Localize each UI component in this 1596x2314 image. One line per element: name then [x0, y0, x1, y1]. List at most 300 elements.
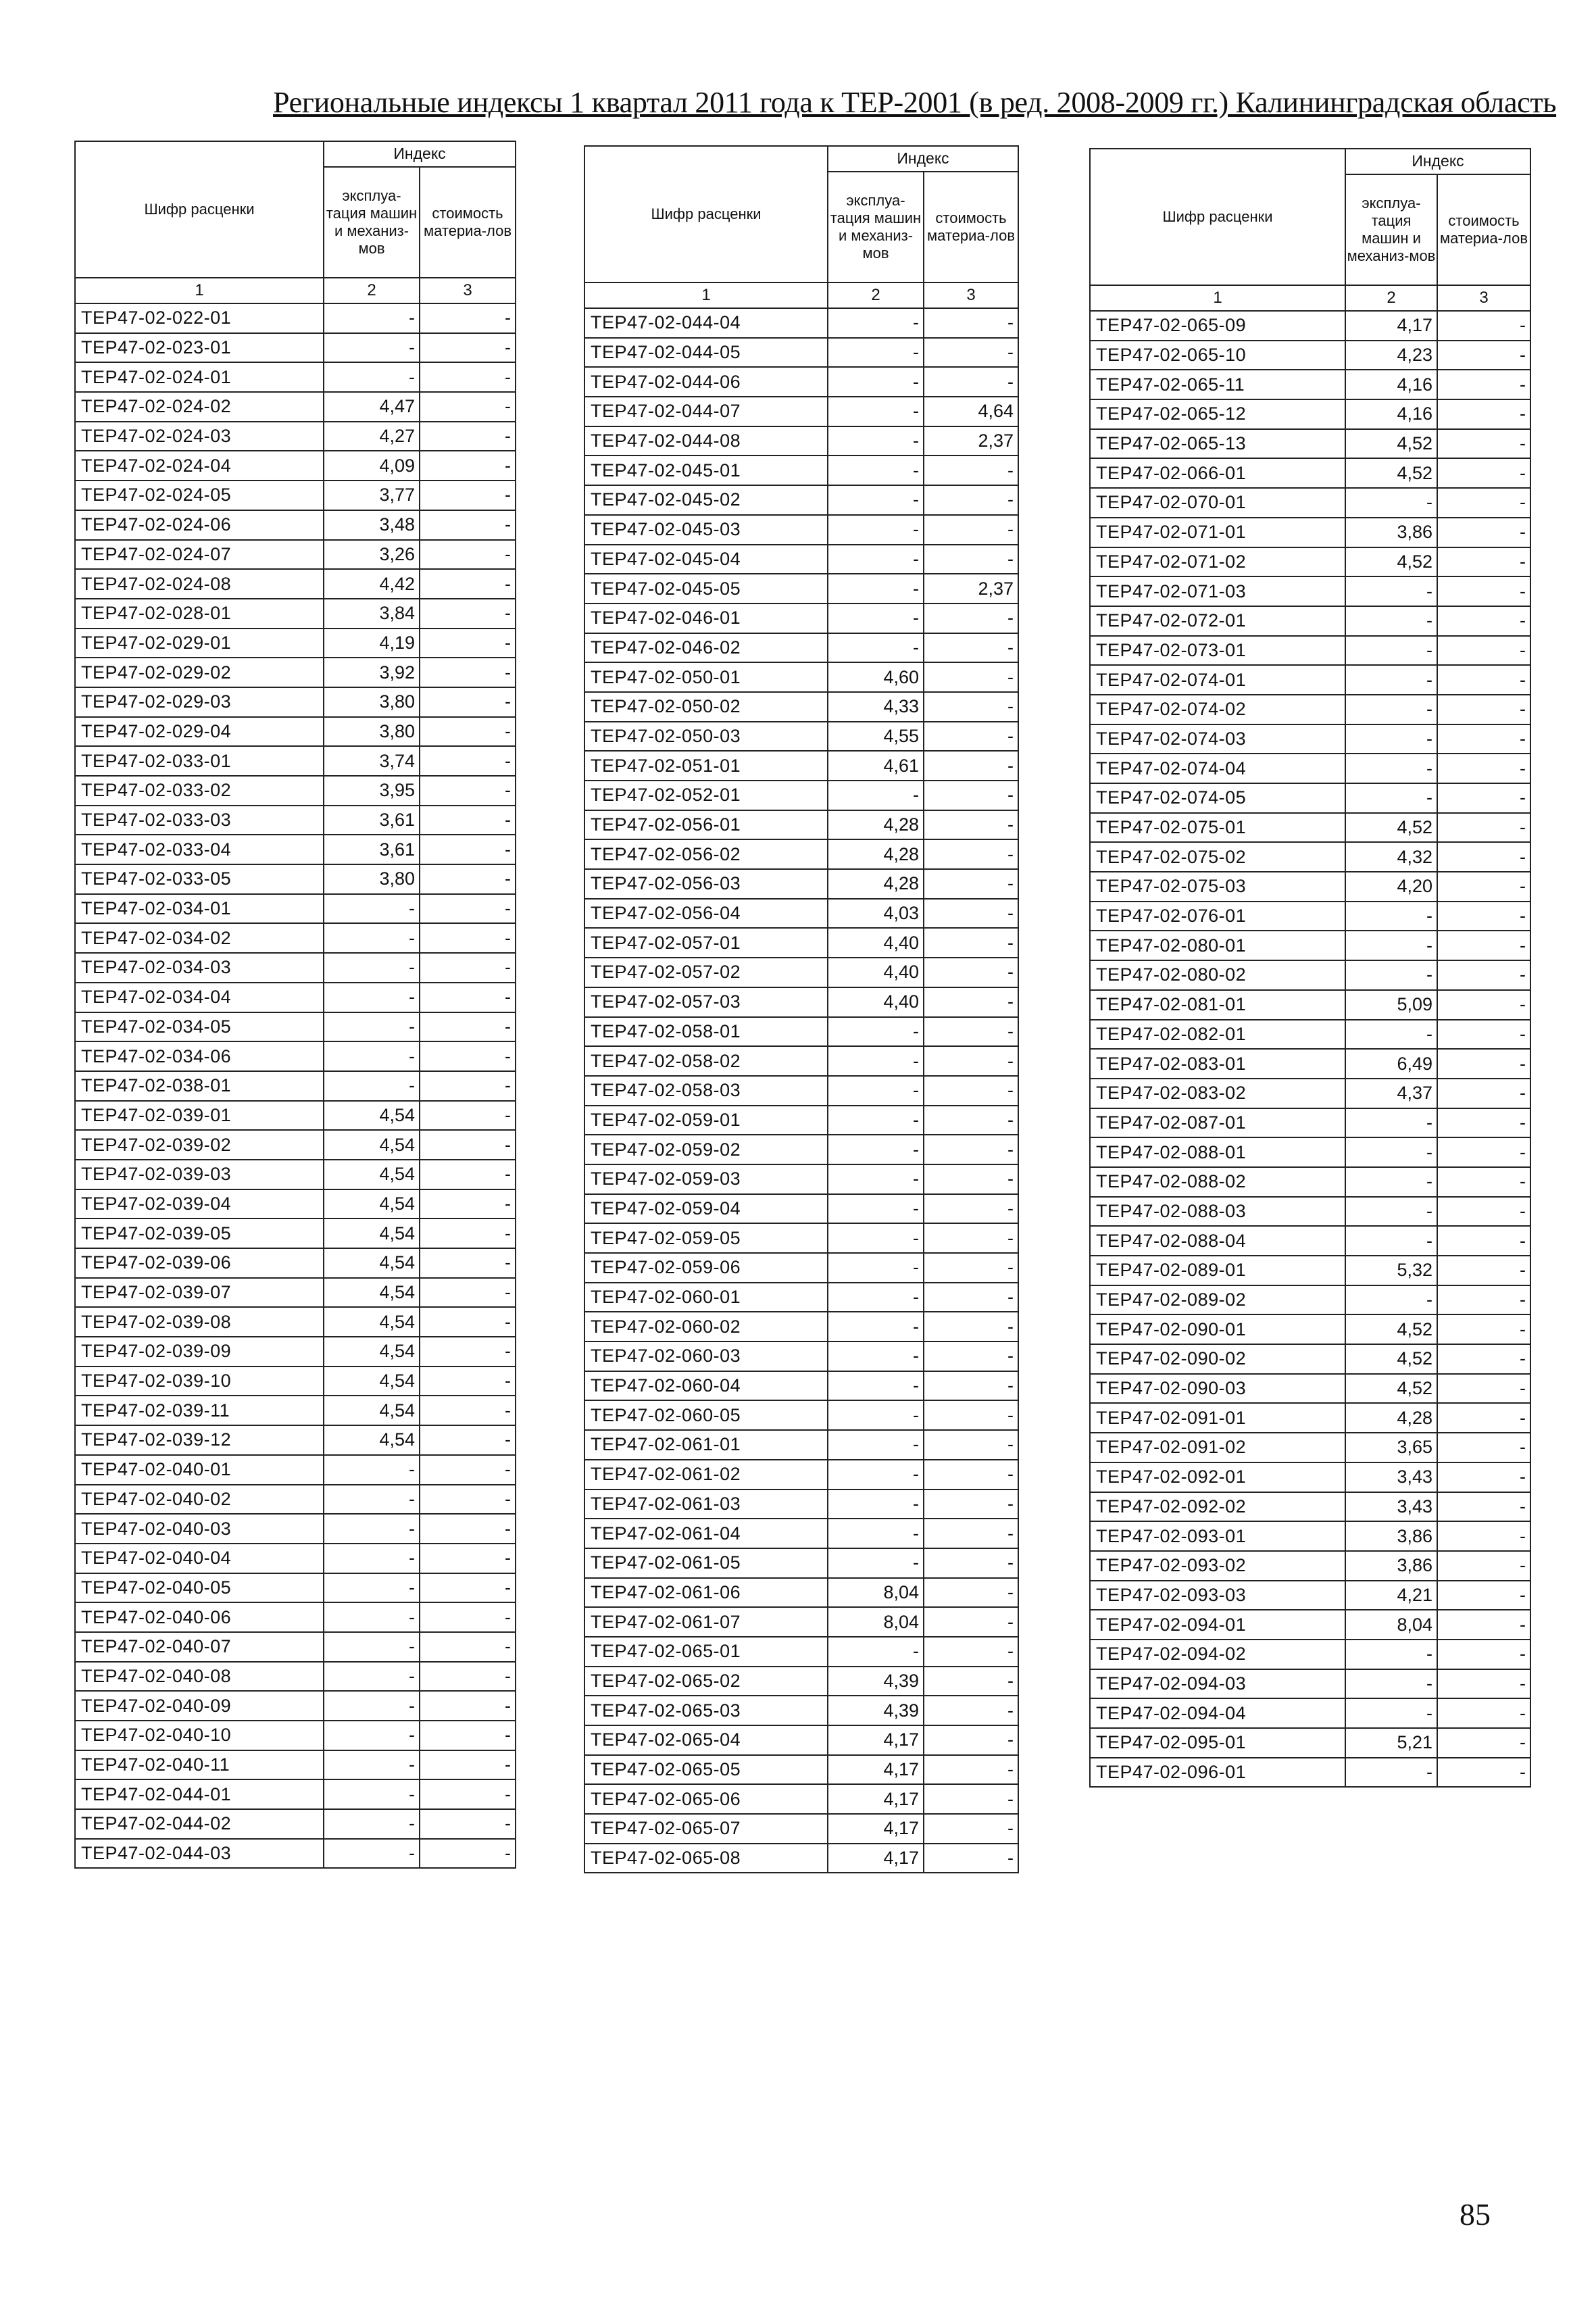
table-row: [1090, 1226, 1530, 1256]
rate-code-cell: ТЕР47-02-034-01: [75, 894, 324, 924]
materials-index-cell: -: [420, 1367, 516, 1396]
materials-index-cell: -: [1437, 606, 1530, 636]
machines-index-cell: 3,65: [1345, 1433, 1437, 1462]
table-row: [75, 1514, 516, 1544]
column-number: 2: [1345, 285, 1437, 311]
materials-index-cell: -: [924, 1253, 1018, 1283]
table-row: [584, 1164, 1018, 1194]
materials-index-cell: -: [1437, 1020, 1530, 1050]
table-row: [584, 485, 1018, 515]
machines-index-cell: -: [828, 308, 924, 338]
table-row: [75, 1691, 516, 1721]
table-row: [75, 569, 516, 599]
machines-index-cell: 4,61: [828, 751, 924, 781]
table-row: [75, 1041, 516, 1071]
rate-code-cell: ТЕР47-02-033-03: [75, 806, 324, 835]
machines-index-cell: -: [1345, 902, 1437, 931]
machines-index-cell: -: [1345, 1758, 1437, 1788]
table-row: [1090, 842, 1530, 872]
machines-index-cell: 8,04: [828, 1578, 924, 1608]
table-row: [1090, 695, 1530, 724]
table-row: [1090, 341, 1530, 370]
table-row: [75, 864, 516, 894]
rate-code-cell: ТЕР47-02-039-05: [75, 1218, 324, 1248]
machines-index-cell: 4,40: [828, 958, 924, 987]
machines-index-cell: 4,17: [828, 1844, 924, 1873]
table-row: [75, 303, 516, 333]
machines-index-cell: 3,84: [324, 599, 420, 629]
materials-index-cell: -: [924, 1164, 1018, 1194]
table-row: [75, 1101, 516, 1131]
machines-index-cell: -: [324, 303, 420, 333]
machines-index-cell: 5,09: [1345, 990, 1437, 1020]
table-row: [584, 574, 1018, 604]
rate-code-cell: ТЕР47-02-034-04: [75, 983, 324, 1012]
header-materials: стоимость материа-лов: [1437, 174, 1530, 285]
rate-code-cell: ТЕР47-02-057-03: [584, 987, 828, 1017]
table-row: [584, 722, 1018, 752]
materials-index-cell: -: [420, 1839, 516, 1869]
table-row: [75, 510, 516, 540]
materials-index-cell: -: [420, 1218, 516, 1248]
materials-index-cell: -: [420, 1248, 516, 1278]
table-row: [584, 1784, 1018, 1814]
rate-code-cell: ТЕР47-02-073-01: [1090, 636, 1345, 666]
materials-index-cell: -: [924, 1755, 1018, 1785]
machines-index-cell: -: [828, 1046, 924, 1076]
machines-index-cell: -: [828, 781, 924, 810]
machines-index-cell: 3,43: [1345, 1462, 1437, 1492]
materials-index-cell: -: [420, 894, 516, 924]
machines-index-cell: 5,32: [1345, 1256, 1437, 1285]
table-row: [584, 1312, 1018, 1341]
materials-index-cell: -: [1437, 1728, 1530, 1758]
materials-index-cell: -: [924, 1460, 1018, 1490]
materials-index-cell: -: [1437, 1197, 1530, 1227]
materials-index-cell: -: [924, 1725, 1018, 1755]
materials-index-cell: -: [924, 987, 1018, 1017]
materials-index-cell: -: [924, 1607, 1018, 1637]
machines-index-cell: 4,60: [828, 662, 924, 692]
table-row: [584, 839, 1018, 869]
table-row: [584, 751, 1018, 781]
rate-code-cell: ТЕР47-02-090-02: [1090, 1344, 1345, 1374]
table-row: [584, 1223, 1018, 1253]
rate-code-cell: ТЕР47-02-045-01: [584, 456, 828, 485]
column-number: 1: [75, 278, 324, 303]
machines-index-cell: 4,52: [1345, 1314, 1437, 1344]
rate-code-cell: ТЕР47-02-024-04: [75, 451, 324, 481]
materials-index-cell: -: [1437, 311, 1530, 341]
materials-index-cell: -: [924, 604, 1018, 633]
materials-index-cell: 2,37: [924, 574, 1018, 604]
table-row: [584, 662, 1018, 692]
machines-index-cell: 4,33: [828, 692, 924, 722]
table-row: [75, 1337, 516, 1367]
rate-code-cell: ТЕР47-02-024-02: [75, 392, 324, 422]
rate-code-cell: ТЕР47-02-039-08: [75, 1307, 324, 1337]
rate-code-cell: ТЕР47-02-050-02: [584, 692, 828, 722]
table-row: [75, 392, 516, 422]
table-row: [1090, 783, 1530, 813]
rate-code-cell: ТЕР47-02-023-01: [75, 333, 324, 363]
materials-index-cell: -: [420, 1691, 516, 1721]
machines-index-cell: 4,16: [1345, 370, 1437, 399]
table-row: [75, 1544, 516, 1573]
table-row: [1090, 960, 1530, 990]
machines-index-cell: -: [828, 367, 924, 397]
column-number: 1: [1090, 285, 1345, 311]
table-row: [75, 481, 516, 510]
materials-index-cell: -: [420, 392, 516, 422]
materials-index-cell: -: [420, 1514, 516, 1544]
rate-code-cell: ТЕР47-02-071-03: [1090, 576, 1345, 606]
rate-code-cell: ТЕР47-02-039-06: [75, 1248, 324, 1278]
table-row: [584, 338, 1018, 368]
machines-index-cell: -: [1345, 576, 1437, 606]
table-row: [584, 899, 1018, 929]
rate-code-cell: ТЕР47-02-033-05: [75, 864, 324, 894]
rate-code-cell: ТЕР47-02-060-03: [584, 1341, 828, 1371]
table-row: [75, 1367, 516, 1396]
table-row: [1090, 754, 1530, 783]
materials-index-cell: -: [420, 717, 516, 747]
machines-index-cell: 4,54: [324, 1396, 420, 1425]
machines-index-cell: -: [828, 1341, 924, 1371]
table-row: [75, 1662, 516, 1692]
materials-index-cell: -: [420, 1101, 516, 1131]
machines-index-cell: -: [324, 362, 420, 392]
rate-code-cell: ТЕР47-02-095-01: [1090, 1728, 1345, 1758]
machines-index-cell: 3,95: [324, 776, 420, 806]
table-row: [584, 1341, 1018, 1371]
machines-index-cell: 4,17: [1345, 311, 1437, 341]
table-body: [1090, 311, 1530, 1787]
table-row: [75, 1396, 516, 1425]
table-row: [584, 1400, 1018, 1430]
table-row: [1090, 1433, 1530, 1462]
machines-index-cell: 4,54: [324, 1130, 420, 1160]
table-row: [584, 1076, 1018, 1106]
table-row: [75, 1012, 516, 1042]
table-row: [1090, 813, 1530, 843]
table-row: [1090, 1640, 1530, 1669]
table-row: [584, 1548, 1018, 1578]
rate-code-cell: ТЕР47-02-056-01: [584, 810, 828, 840]
rate-code-cell: ТЕР47-02-039-03: [75, 1160, 324, 1189]
index-table-1: [74, 141, 516, 1869]
table-row: [75, 599, 516, 629]
materials-index-cell: -: [924, 515, 1018, 545]
materials-index-cell: -: [420, 776, 516, 806]
materials-index-cell: -: [420, 1012, 516, 1042]
materials-index-cell: -: [1437, 399, 1530, 429]
rate-code-cell: ТЕР47-02-056-04: [584, 899, 828, 929]
rate-code-cell: ТЕР47-02-033-04: [75, 835, 324, 864]
table-row: [584, 1135, 1018, 1164]
rate-code-cell: ТЕР47-02-092-02: [1090, 1492, 1345, 1522]
rate-code-cell: ТЕР47-02-039-02: [75, 1130, 324, 1160]
rate-code-cell: ТЕР47-02-061-03: [584, 1490, 828, 1519]
machines-index-cell: 4,03: [828, 899, 924, 929]
machines-index-cell: -: [324, 1012, 420, 1042]
rate-code-cell: ТЕР47-02-040-10: [75, 1721, 324, 1750]
machines-index-cell: -: [828, 397, 924, 426]
table-row: [584, 1194, 1018, 1224]
machines-index-cell: 4,39: [828, 1667, 924, 1696]
rate-code-cell: ТЕР47-02-061-07: [584, 1607, 828, 1637]
rate-code-cell: ТЕР47-02-040-04: [75, 1544, 324, 1573]
table-row: [584, 1253, 1018, 1283]
table-row: [75, 746, 516, 776]
rate-code-cell: ТЕР47-02-074-03: [1090, 724, 1345, 754]
machines-index-cell: -: [1345, 1197, 1437, 1227]
machines-index-cell: 4,52: [1345, 1374, 1437, 1404]
machines-index-cell: -: [828, 1548, 924, 1578]
rate-code-cell: ТЕР47-02-050-01: [584, 662, 828, 692]
table-row: [1090, 1728, 1530, 1758]
rate-code-cell: ТЕР47-02-024-05: [75, 481, 324, 510]
machines-index-cell: -: [324, 1071, 420, 1101]
rate-code-cell: ТЕР47-02-034-06: [75, 1041, 324, 1071]
table-row: [75, 362, 516, 392]
machines-index-cell: 3,86: [1345, 1551, 1437, 1581]
header-machines: эксплуа-тация машин и механиз-мов: [324, 167, 420, 278]
machines-index-cell: 3,86: [1345, 1521, 1437, 1551]
rate-code-cell: ТЕР47-02-057-01: [584, 928, 828, 958]
table-row: [1090, 665, 1530, 695]
rate-code-cell: ТЕР47-02-093-03: [1090, 1581, 1345, 1610]
machines-index-cell: -: [1345, 1226, 1437, 1256]
materials-index-cell: -: [420, 1160, 516, 1189]
materials-index-cell: -: [1437, 1226, 1530, 1256]
machines-index-cell: -: [828, 1371, 924, 1401]
rate-code-cell: ТЕР47-02-028-01: [75, 599, 324, 629]
column-number: 3: [420, 278, 516, 303]
machines-index-cell: -: [324, 1691, 420, 1721]
materials-index-cell: -: [1437, 1610, 1530, 1640]
materials-index-cell: -: [924, 1017, 1018, 1047]
materials-index-cell: -: [420, 806, 516, 835]
table-row: [1090, 1285, 1530, 1315]
table-row: [1090, 370, 1530, 399]
materials-index-cell: -: [924, 485, 1018, 515]
table-row: [1090, 636, 1530, 666]
table-row: [1090, 311, 1530, 341]
materials-index-cell: -: [924, 1637, 1018, 1667]
materials-index-cell: -: [420, 1485, 516, 1515]
materials-index-cell: -: [1437, 1167, 1530, 1197]
table-row: [1090, 1137, 1530, 1167]
machines-index-cell: 4,40: [828, 928, 924, 958]
machines-index-cell: -: [324, 333, 420, 363]
table-row: [75, 1573, 516, 1603]
table-row: [584, 1017, 1018, 1047]
machines-index-cell: -: [828, 1017, 924, 1047]
machines-index-cell: 4,28: [1345, 1403, 1437, 1433]
table-row: [1090, 872, 1530, 902]
materials-index-cell: -: [1437, 370, 1530, 399]
table-row: [584, 633, 1018, 663]
table-row: [75, 1218, 516, 1248]
rate-code-cell: ТЕР47-02-065-10: [1090, 341, 1345, 370]
materials-index-cell: -: [420, 1602, 516, 1632]
table-row: [584, 1106, 1018, 1135]
table-row: [584, 1490, 1018, 1519]
materials-index-cell: -: [420, 1425, 516, 1455]
materials-index-cell: -: [420, 1041, 516, 1071]
table-row: [75, 1750, 516, 1780]
materials-index-cell: -: [924, 1696, 1018, 1725]
machines-index-cell: -: [324, 1573, 420, 1603]
machines-index-cell: -: [1345, 488, 1437, 518]
materials-index-cell: -: [420, 540, 516, 570]
rate-code-cell: ТЕР47-02-040-07: [75, 1632, 324, 1662]
materials-index-cell: -: [1437, 518, 1530, 547]
rate-code-cell: ТЕР47-02-076-01: [1090, 902, 1345, 931]
materials-index-cell: -: [1437, 1669, 1530, 1699]
machines-index-cell: -: [828, 1400, 924, 1430]
machines-index-cell: 4,28: [828, 869, 924, 899]
materials-index-cell: -: [1437, 1108, 1530, 1138]
materials-index-cell: -: [1437, 1403, 1530, 1433]
table-row: [1090, 488, 1530, 518]
materials-index-cell: -: [924, 899, 1018, 929]
materials-index-cell: -: [924, 456, 1018, 485]
rate-code-cell: ТЕР47-02-065-05: [584, 1755, 828, 1785]
rate-code-cell: ТЕР47-02-039-12: [75, 1425, 324, 1455]
machines-index-cell: 4,54: [324, 1101, 420, 1131]
materials-index-cell: -: [924, 1519, 1018, 1548]
machines-index-cell: -: [324, 1750, 420, 1780]
machines-index-cell: 3,80: [324, 864, 420, 894]
table-row: [584, 1430, 1018, 1460]
materials-index-cell: -: [1437, 1698, 1530, 1728]
materials-index-cell: -: [420, 687, 516, 717]
table-row: [75, 717, 516, 747]
materials-index-cell: -: [1437, 1521, 1530, 1551]
machines-index-cell: -: [828, 426, 924, 456]
rate-code-cell: ТЕР47-02-060-02: [584, 1312, 828, 1341]
materials-index-cell: -: [924, 1814, 1018, 1844]
table-row: [1090, 990, 1530, 1020]
table-row: [584, 1844, 1018, 1873]
machines-index-cell: -: [828, 1460, 924, 1490]
rate-code-cell: ТЕР47-02-034-05: [75, 1012, 324, 1042]
materials-index-cell: -: [924, 1784, 1018, 1814]
machines-index-cell: -: [324, 1809, 420, 1839]
table-row: [75, 451, 516, 481]
machines-index-cell: -: [828, 574, 924, 604]
materials-index-cell: -: [924, 1076, 1018, 1106]
materials-index-cell: -: [420, 953, 516, 983]
machines-index-cell: 3,77: [324, 481, 420, 510]
rate-code-cell: ТЕР47-02-083-01: [1090, 1049, 1345, 1079]
rate-code-cell: ТЕР47-02-044-03: [75, 1839, 324, 1869]
table-row: [75, 894, 516, 924]
table-row: [1090, 1167, 1530, 1197]
machines-index-cell: -: [1345, 1698, 1437, 1728]
machines-index-cell: -: [828, 456, 924, 485]
machines-index-cell: -: [828, 604, 924, 633]
materials-index-cell: -: [1437, 990, 1530, 1020]
column-number: 1: [584, 282, 828, 308]
rate-code-cell: ТЕР47-02-091-02: [1090, 1433, 1345, 1462]
rate-code-cell: ТЕР47-02-075-01: [1090, 813, 1345, 843]
machines-index-cell: 4,52: [1345, 458, 1437, 488]
table-row: [1090, 1551, 1530, 1581]
rate-code-cell: ТЕР47-02-088-03: [1090, 1197, 1345, 1227]
header-index: Индекс: [1345, 149, 1530, 174]
rate-code-cell: ТЕР47-02-046-01: [584, 604, 828, 633]
table-row: [584, 692, 1018, 722]
table-row: [1090, 1108, 1530, 1138]
materials-index-cell: -: [420, 422, 516, 451]
table-row: [75, 1425, 516, 1455]
rate-code-cell: ТЕР47-02-088-04: [1090, 1226, 1345, 1256]
rate-code-cell: ТЕР47-02-065-09: [1090, 311, 1345, 341]
rate-code-cell: ТЕР47-02-093-01: [1090, 1521, 1345, 1551]
rate-code-cell: ТЕР47-02-034-02: [75, 923, 324, 953]
machines-index-cell: -: [324, 1662, 420, 1692]
materials-index-cell: -: [420, 1544, 516, 1573]
table-row: [584, 1667, 1018, 1696]
machines-index-cell: -: [1345, 783, 1437, 813]
materials-index-cell: -: [420, 1396, 516, 1425]
rate-code-cell: ТЕР47-02-065-11: [1090, 370, 1345, 399]
table-row: [75, 835, 516, 864]
column-number: 2: [828, 282, 924, 308]
machines-index-cell: -: [1345, 1640, 1437, 1669]
machines-index-cell: -: [828, 1519, 924, 1548]
rate-code-cell: ТЕР47-02-080-02: [1090, 960, 1345, 990]
materials-index-cell: -: [1437, 695, 1530, 724]
table-row: [75, 776, 516, 806]
machines-index-cell: -: [828, 1106, 924, 1135]
materials-index-cell: -: [1437, 1551, 1530, 1581]
rate-code-cell: ТЕР47-02-044-07: [584, 397, 828, 426]
table-row: [584, 1607, 1018, 1637]
machines-index-cell: -: [828, 1637, 924, 1667]
materials-index-cell: -: [420, 835, 516, 864]
materials-index-cell: 2,37: [924, 426, 1018, 456]
materials-index-cell: -: [1437, 547, 1530, 577]
rate-code-cell: ТЕР47-02-060-05: [584, 1400, 828, 1430]
table-row: [1090, 1344, 1530, 1374]
rate-code-cell: ТЕР47-02-075-02: [1090, 842, 1345, 872]
rate-code-cell: ТЕР47-02-074-05: [1090, 783, 1345, 813]
rate-code-cell: ТЕР47-02-093-02: [1090, 1551, 1345, 1581]
table-row: [1090, 1462, 1530, 1492]
rate-code-cell: ТЕР47-02-034-03: [75, 953, 324, 983]
materials-index-cell: -: [1437, 1462, 1530, 1492]
rate-code-cell: ТЕР47-02-061-02: [584, 1460, 828, 1490]
table-row: [1090, 902, 1530, 931]
table-row: [1090, 1669, 1530, 1699]
machines-index-cell: 4,37: [1345, 1079, 1437, 1108]
materials-index-cell: -: [420, 333, 516, 363]
materials-index-cell: -: [1437, 813, 1530, 843]
table-row: [584, 367, 1018, 397]
table-row: [1090, 1492, 1530, 1522]
materials-index-cell: -: [924, 1106, 1018, 1135]
materials-index-cell: -: [420, 1071, 516, 1101]
machines-index-cell: -: [1345, 724, 1437, 754]
column-number: 2: [324, 278, 420, 303]
index-table-2: [584, 145, 1019, 1873]
table-row: [584, 1460, 1018, 1490]
rate-code-cell: ТЕР47-02-040-02: [75, 1485, 324, 1515]
